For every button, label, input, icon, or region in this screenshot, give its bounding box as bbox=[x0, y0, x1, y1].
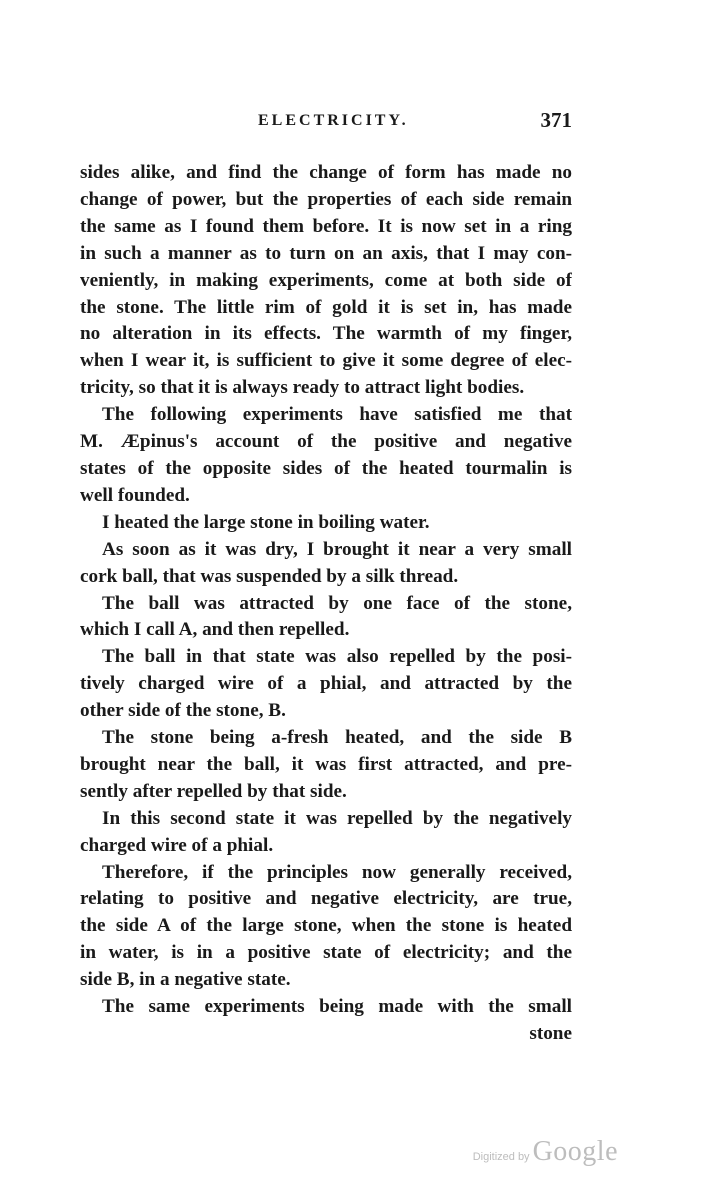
text-line: no alteration in its effects. The warmth of my finger, bbox=[80, 323, 572, 345]
paragraph bbox=[80, 644, 572, 725]
text-line: M. Æpinus's account of the positive and negative bbox=[80, 431, 572, 453]
text-line: the side A of the large stone, when the stone is heated bbox=[80, 915, 572, 937]
text-line: when I wear it, is sufficient to give it some degree of elec- bbox=[80, 350, 572, 372]
text-line: I heated the large stone in boiling water. bbox=[102, 511, 430, 533]
text-line: sides alike, and find the change of form has made no bbox=[80, 162, 572, 183]
text-line: In this second state it was repelled by the negatively bbox=[102, 807, 572, 829]
running-head bbox=[80, 108, 572, 142]
text-line: tively charged wire of a phial, and attracted by the bbox=[80, 673, 572, 695]
paragraph bbox=[80, 860, 572, 995]
paragraph bbox=[80, 725, 572, 806]
text-line: The stone being a-fresh heated, and the side B bbox=[102, 727, 572, 749]
paragraph bbox=[80, 402, 572, 510]
text-line: The ball was attracted by one face of the stone, bbox=[102, 592, 572, 614]
text-line: the stone. The little rim of gold it is set in, has made bbox=[80, 296, 572, 318]
text-line: in such a manner as to turn on an axis, that I may con- bbox=[80, 242, 572, 264]
text-line: As soon as it was dry, I brought it near a very small bbox=[102, 538, 572, 560]
text-line: cork ball, that was suspended by a silk thread. bbox=[80, 565, 459, 587]
text-line: which I call A, and then repelled. bbox=[80, 619, 350, 641]
text-line: tricity, so that it is always ready to attract light bodies. bbox=[80, 377, 525, 399]
text-line: brought near the ball, it was first attracted, and pre- bbox=[80, 753, 572, 775]
text-line: side B, in a negative state. bbox=[80, 969, 291, 991]
text-line: relating to positive and negative electricity, are true, bbox=[80, 888, 572, 910]
paragraph bbox=[80, 160, 572, 402]
google-logo: Google bbox=[532, 1136, 618, 1167]
body-text bbox=[80, 160, 572, 1048]
text-line: Therefore, if the principles now generally received, bbox=[102, 861, 572, 883]
text-line: sently after repelled by that side. bbox=[80, 780, 347, 802]
text-line: other side of the stone, B. bbox=[80, 700, 286, 722]
page-number: 371 bbox=[540, 108, 572, 132]
text-line: The following experiments have satisfied me that bbox=[102, 404, 572, 426]
digitized-by-google-watermark bbox=[473, 1136, 618, 1176]
text-line: states of the opposite sides of the heated tourmalin is bbox=[80, 457, 572, 479]
running-title: ELECTRICITY. bbox=[258, 112, 409, 129]
paragraph bbox=[80, 994, 572, 1021]
paragraph bbox=[80, 537, 572, 591]
text-line: in water, is in a positive state of electricity; and the bbox=[80, 942, 572, 964]
paragraph bbox=[80, 510, 572, 537]
paragraph bbox=[80, 806, 572, 860]
watermark-prefix: Digitized by bbox=[472, 1151, 530, 1163]
text-line: well founded. bbox=[80, 484, 190, 506]
text-line: veniently, in making experiments, come at both side of bbox=[80, 269, 572, 291]
text-line: The same experiments being made with the small bbox=[102, 996, 572, 1018]
text-line: change of power, but the properties of each side remain bbox=[80, 188, 572, 210]
text-line: The ball in that state was also repelled by the posi- bbox=[102, 646, 572, 668]
text-line: charged wire of a phial. bbox=[80, 834, 274, 856]
catchword: stone bbox=[529, 1023, 572, 1044]
text-line: the same as I found them before. It is now set in a ring bbox=[80, 215, 572, 237]
paragraph bbox=[80, 591, 572, 645]
